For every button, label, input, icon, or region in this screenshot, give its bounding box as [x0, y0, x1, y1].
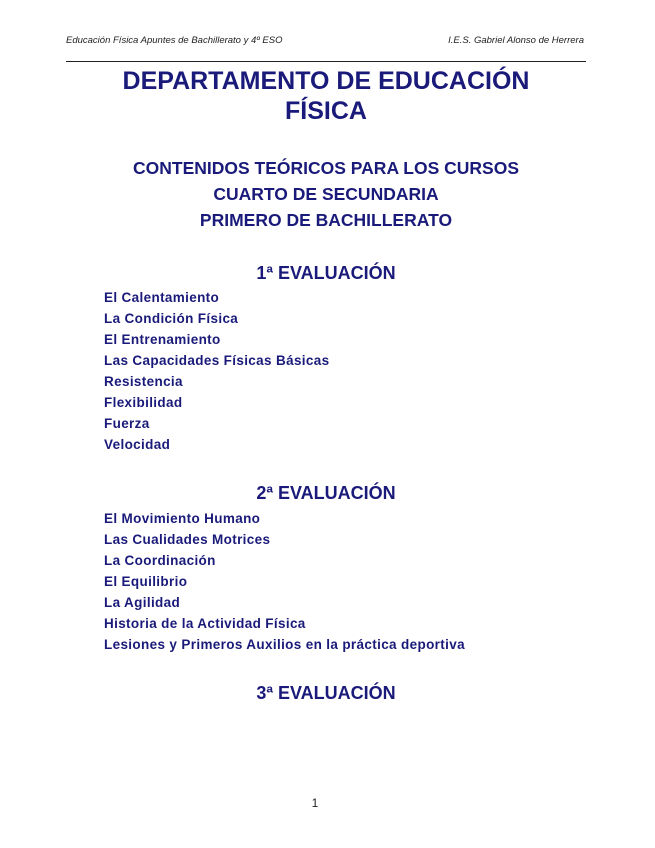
list-item: Las Capacidades Físicas Básicas: [104, 353, 330, 368]
page-subtitle-line-1: CONTENIDOS TEÓRICOS PARA LOS CURSOS: [133, 158, 519, 178]
section-heading-evaluacion-1: 1ª EVALUACIÓN: [256, 263, 396, 283]
page-number: 1: [311, 796, 319, 810]
page-subtitle-line-2: CUARTO DE SECUNDARIA: [213, 184, 439, 204]
list-item: Historia de la Actividad Física: [104, 616, 306, 631]
page-subtitle-line-3: PRIMERO DE BACHILLERATO: [199, 210, 453, 230]
list-item: El Calentamiento: [104, 290, 220, 305]
list-item: El Movimiento Humano: [104, 511, 261, 526]
list-item: El Equilibrio: [104, 574, 188, 589]
list-item: La Condición Física: [104, 311, 239, 326]
section-heading-evaluacion-3: 3ª EVALUACIÓN: [256, 683, 396, 703]
list-item: Lesiones y Primeros Auxilios en la práctica deportiva: [104, 637, 465, 652]
running-header-right: I.E.S. Gabriel Alonso de Herrera: [448, 35, 584, 46]
list-item: Las Cualidades Motrices: [104, 532, 271, 547]
running-header: [66, 35, 586, 50]
header-rule: [66, 61, 586, 62]
list-item: La Coordinación: [104, 553, 216, 568]
page-subtitle: [66, 155, 586, 233]
page-title-line-1: DEPARTAMENTO DE EDUCACIÓN: [122, 67, 530, 95]
topic-list-evaluacion-1: [104, 287, 329, 455]
list-item: Fuerza: [104, 416, 150, 431]
list-item: Velocidad: [104, 437, 171, 452]
list-item: La Agilidad: [104, 595, 181, 610]
list-item: El Entrenamiento: [104, 332, 221, 347]
running-header-left: Educación Física Apuntes de Bachillerato y 4º ESO: [66, 35, 283, 46]
page-title: [66, 66, 586, 126]
topic-list-evaluacion-2: [104, 508, 465, 655]
section-heading-evaluacion-2: 2ª EVALUACIÓN: [256, 483, 396, 503]
page-title-line-2: FÍSICA: [285, 97, 367, 125]
list-item: Flexibilidad: [104, 395, 183, 410]
list-item: Resistencia: [104, 374, 183, 389]
